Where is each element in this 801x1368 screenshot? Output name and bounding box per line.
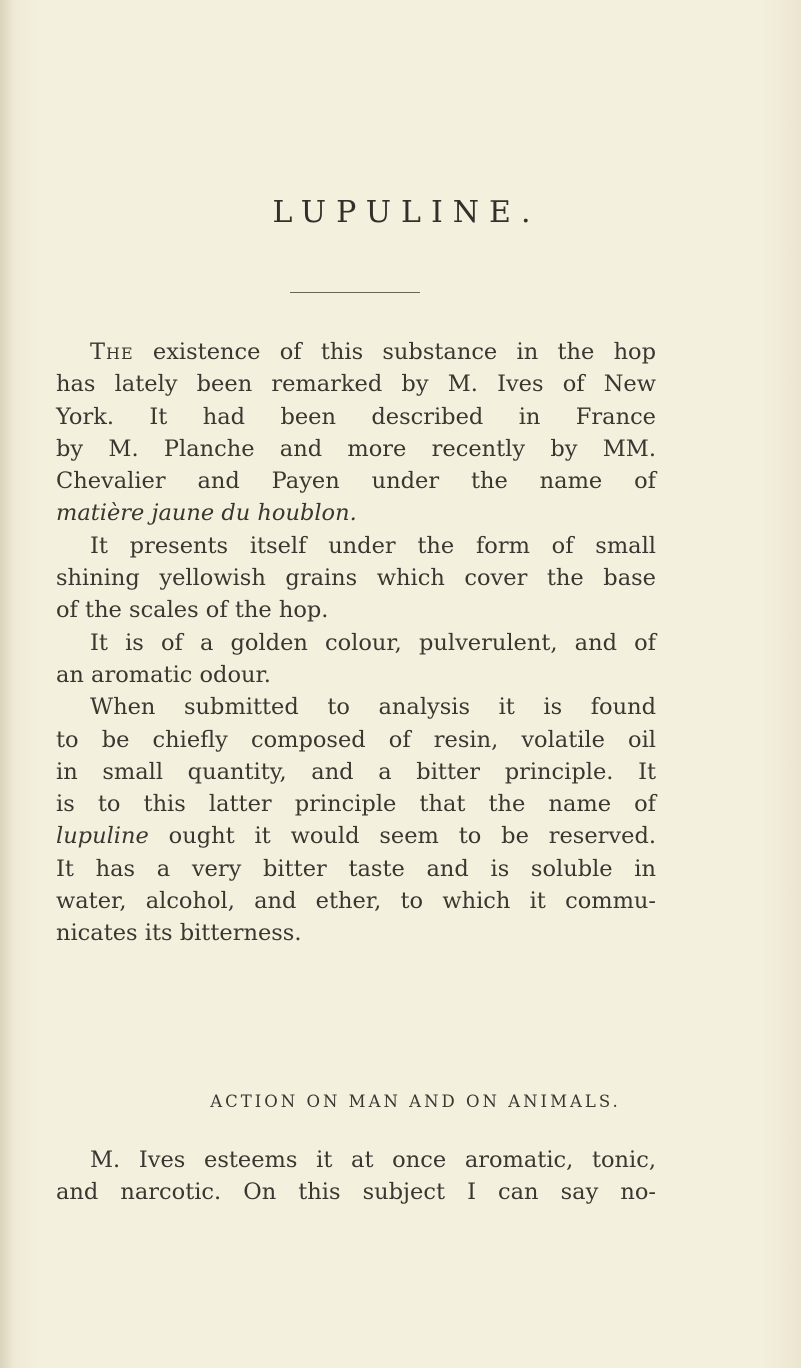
line-text: existence of this substance in the hop (152, 339, 657, 365)
text-line: nicates its bitterness. (56, 920, 302, 947)
text-line (56, 336, 656, 368)
line-text: ought it would seem to be reserved. (168, 823, 657, 850)
chapter-title: LUPULINE. (272, 195, 541, 230)
text-line: an aromatic odour. (56, 661, 271, 688)
text-line: It is of a golden colour, pulverulent, and of (90, 629, 656, 656)
text-line: is to this latter principle that the name of (56, 791, 656, 818)
text-line: York. It had been described in France (56, 403, 656, 430)
text-line: Chevalier and Payen under the name of (56, 468, 656, 495)
italic-word: lupuline (56, 823, 149, 850)
text-line: water, alcohol, and ether, to which it commu- (56, 888, 656, 915)
text-line: in small quantity, and a bitter principle. It (56, 758, 656, 785)
text-line: M. Ives esteems it at once aromatic, tonic, (90, 1147, 656, 1173)
text-line: When submitted to analysis it is found (90, 694, 656, 721)
main-text (56, 336, 656, 950)
text-line: to be chiefly composed of resin, volatile oil (56, 726, 656, 753)
text-line (56, 497, 656, 529)
lead-word: The (90, 339, 134, 365)
text-line: of the scales of the hop. (56, 597, 329, 624)
text-line: shining yellowish grains which cover the base (56, 565, 656, 592)
text-line: It presents itself under the form of small (90, 532, 656, 559)
text-line (56, 820, 656, 852)
text-line: It has a very bitter taste and is soluble in (56, 855, 656, 882)
text-line: has lately been remarked by M. Ives of New (56, 371, 656, 398)
section-text (56, 1144, 656, 1209)
text-line: by M. Planche and more recently by MM. (56, 435, 656, 462)
text-line: and narcotic. On this subject I can say no- (56, 1179, 656, 1206)
section-heading: ACTION ON MAN AND ON ANIMALS. (210, 1092, 621, 1111)
italic-phrase: matière jaune du houblon. (56, 500, 357, 527)
title-rule (290, 292, 420, 293)
